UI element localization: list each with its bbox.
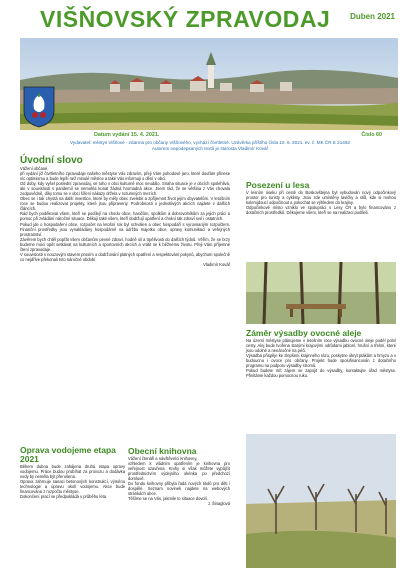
issue-bar bbox=[0, 132, 415, 140]
library-paragraph: Těšíme se na Vás, jakmile to situace dovolí. bbox=[128, 496, 208, 502]
forest-seating-paragraph: V lesním úseku při cestě do Boskovštejna byl vybudován nový odpočinkový prostor pro turisty a cyklisty. Jsou zde umístěny lavičky a stůl, kde si mohou kolemjdoucí odpočinout a pokochat se výhledem do krajiny. bbox=[246, 190, 396, 206]
water-tank-paragraph: Během dubna bude zahájena druhá etapa opravy vodojemu. Práce budou probíhat za provozu a dodávka vody by neměla být přerušena. bbox=[20, 464, 125, 480]
author-note: Autorem nepodepsaných textů je starosta Vladimír Kovář bbox=[151, 145, 269, 151]
intro-paragraph: Od doby, kdy vyšel poslední zpravodaj, se toho v obci kulturně moc neudálo. Snaha situace je v obcích spolehlivá, ale v souvislosti s pandemií se nemohla konat žádná hromadná akce. Jsem rád, že se většina z Vás chovala zodpovědně, díky tomu se v obci šíření nákazy držela v rozumných mezích. bbox=[20, 181, 230, 197]
library-article bbox=[128, 446, 230, 506]
intro-paragraph: Závěrem bych chtěl popřát všem občanům pevné zdraví, hodně sil a trpělivosti do dalších týdnů. Věřím, že se brzy budeme moci opět setkávat na kulturních a sportovních akcích a vrátit se k běžnému životu. Přeji Vám příjemné čtení zpravodaje. bbox=[20, 236, 230, 252]
issue-number: Číslo 60 bbox=[361, 132, 382, 138]
forest-bench-photo bbox=[246, 262, 396, 324]
forest-seating-article bbox=[246, 180, 396, 215]
water-tank-paragraph: Dokončení prací se předpokládá v průběhu léta. bbox=[20, 494, 108, 500]
publisher-line: Vydavatel: městys Višňové - zdarma pro občany Višňového, vychází čtvrtletně. Uzávěrka příštího čísla 10. 6. 2021. ev. č. MK ČR E 21492 bbox=[70, 140, 350, 145]
library-paragraph: Vážení čtenáři a návštěvníci knihovny, bbox=[128, 456, 198, 461]
intro-heading: Úvodní slovo bbox=[20, 155, 83, 166]
issue-month: Duben 2021 bbox=[350, 12, 395, 21]
newsletter-title: VIŠŇOVSKÝ ZPRAVODAJ bbox=[40, 6, 331, 32]
orchard-alley-heading: Záměr výsadby ovocné aleje bbox=[246, 328, 362, 338]
orchard-alley-paragraph: Na území městyse plánujeme v letošním roce výsadbu ovocné aleje podél polní cesty. Alej bude tvořena starými krajovými odrůdami jabloní, hrušní a třešní, které jsou odolné a nenáročné na péči. bbox=[246, 338, 396, 354]
water-tank-heading: Oprava vodojeme etapa 2021 bbox=[20, 445, 116, 464]
intro-paragraph: Rád bych poděkoval všem, kteří se podílejí na chodu obce, hasičům, spolkům a dobrovolníkům za jejich práci a pomoc při zvládání náročné situace. Děkuji také všem, kteří dodržují opatření a chrání tak zdraví své i ostatních. bbox=[20, 211, 230, 222]
intro-paragraph: V souvislosti s nouzovým stavem prosím o dodržování platných opatření a respektování pokynů, abychom společně co nejdříve překonali toto náročné období. bbox=[20, 251, 230, 262]
water-tank-article bbox=[20, 446, 125, 499]
municipal-coat-of-arms-icon bbox=[22, 85, 56, 129]
library-signature: J. Šinaglová bbox=[207, 501, 230, 507]
intro-greeting: Vážení občané, bbox=[20, 166, 49, 171]
orchard-alley-article bbox=[246, 328, 396, 378]
intro-paragraph: při vydání již čtvrtletního zpravodaje našeho městyse Vás zdravím, přeji Vám pohodové jaro, které doufám přinese víc optimismu a bude lepší než minulé měsíce a také Vás informuji o dění v obci. bbox=[20, 171, 230, 182]
water-tank-paragraph: Oprava zahrnuje sanaci betonových konstrukcí, výměnu technologie a úpravu okolí vodojemu. Akce bude financována z rozpočtu městyse. bbox=[20, 479, 125, 495]
library-paragraph: vzhledem k vládním opatřením je knihovna pro veřejnost uzavřena. Knihy si však můžete vypůjčit prostřednictvím výdejního okénka po předchozí domluvě. bbox=[128, 461, 230, 482]
orchard-alley-paragraph: Pokud budete mít zájem se zapojit do výsadby, kontaktujte úřad městyse. Přivítáme každou pomocnou ruku. bbox=[246, 368, 396, 379]
publisher-info bbox=[30, 140, 390, 151]
library-heading: Obecní knihovna bbox=[128, 446, 197, 456]
intro-paragraph: Obec se i tak chystá na další investice, které by měly obec zvelebit a zpříjemnit život jejím obyvatelům. V letošním roce se budou realizovat projekty, které jsou připraveny. Podrobnosti o jednotlivých akcích najdete v dalších článcích. bbox=[20, 196, 230, 212]
library-paragraph: Do fondu knihovny přibyla řada nových titulů pro děti i dospělé. Seznam novinek najdete na webových stránkách obce. bbox=[128, 481, 230, 497]
forest-seating-paragraph: Odpočinkové místo vzniklo ve spolupráci s Lesy ČR a bylo financováno z dotačních prostředků. Děkujeme všem, kteří se na realizaci podíleli. bbox=[246, 205, 396, 216]
village-panorama-photo bbox=[20, 38, 398, 130]
tree-alley-photo bbox=[246, 434, 396, 568]
issue-date: Datum vydání 15. 4. 2021. bbox=[94, 132, 160, 138]
forest-seating-heading: Posezení u lesa bbox=[246, 180, 310, 190]
intro-paragraph: Pokud jde o hospodaření obce, rozpočet na letošní rok byl schválen a obec hospodaří s vyrovnaným rozpočtem. Finanční prostředky jsou vynakládány hospodárně na údržbu majetku obce, opravy komunikací a veřejných prostranství. bbox=[20, 221, 230, 237]
orchard-alley-paragraph: Výsadba přispěje ke zlepšení krajinného rázu, poskytne úkryt ptákům a hmyzu a v budoucnu i ovoce pro občany. Projekt bude spolufinancován z dotačního programu na podporu výsadby stromů. bbox=[246, 353, 396, 369]
intro-article bbox=[20, 155, 230, 267]
intro-signature: Vladimír Kovář bbox=[203, 261, 230, 267]
